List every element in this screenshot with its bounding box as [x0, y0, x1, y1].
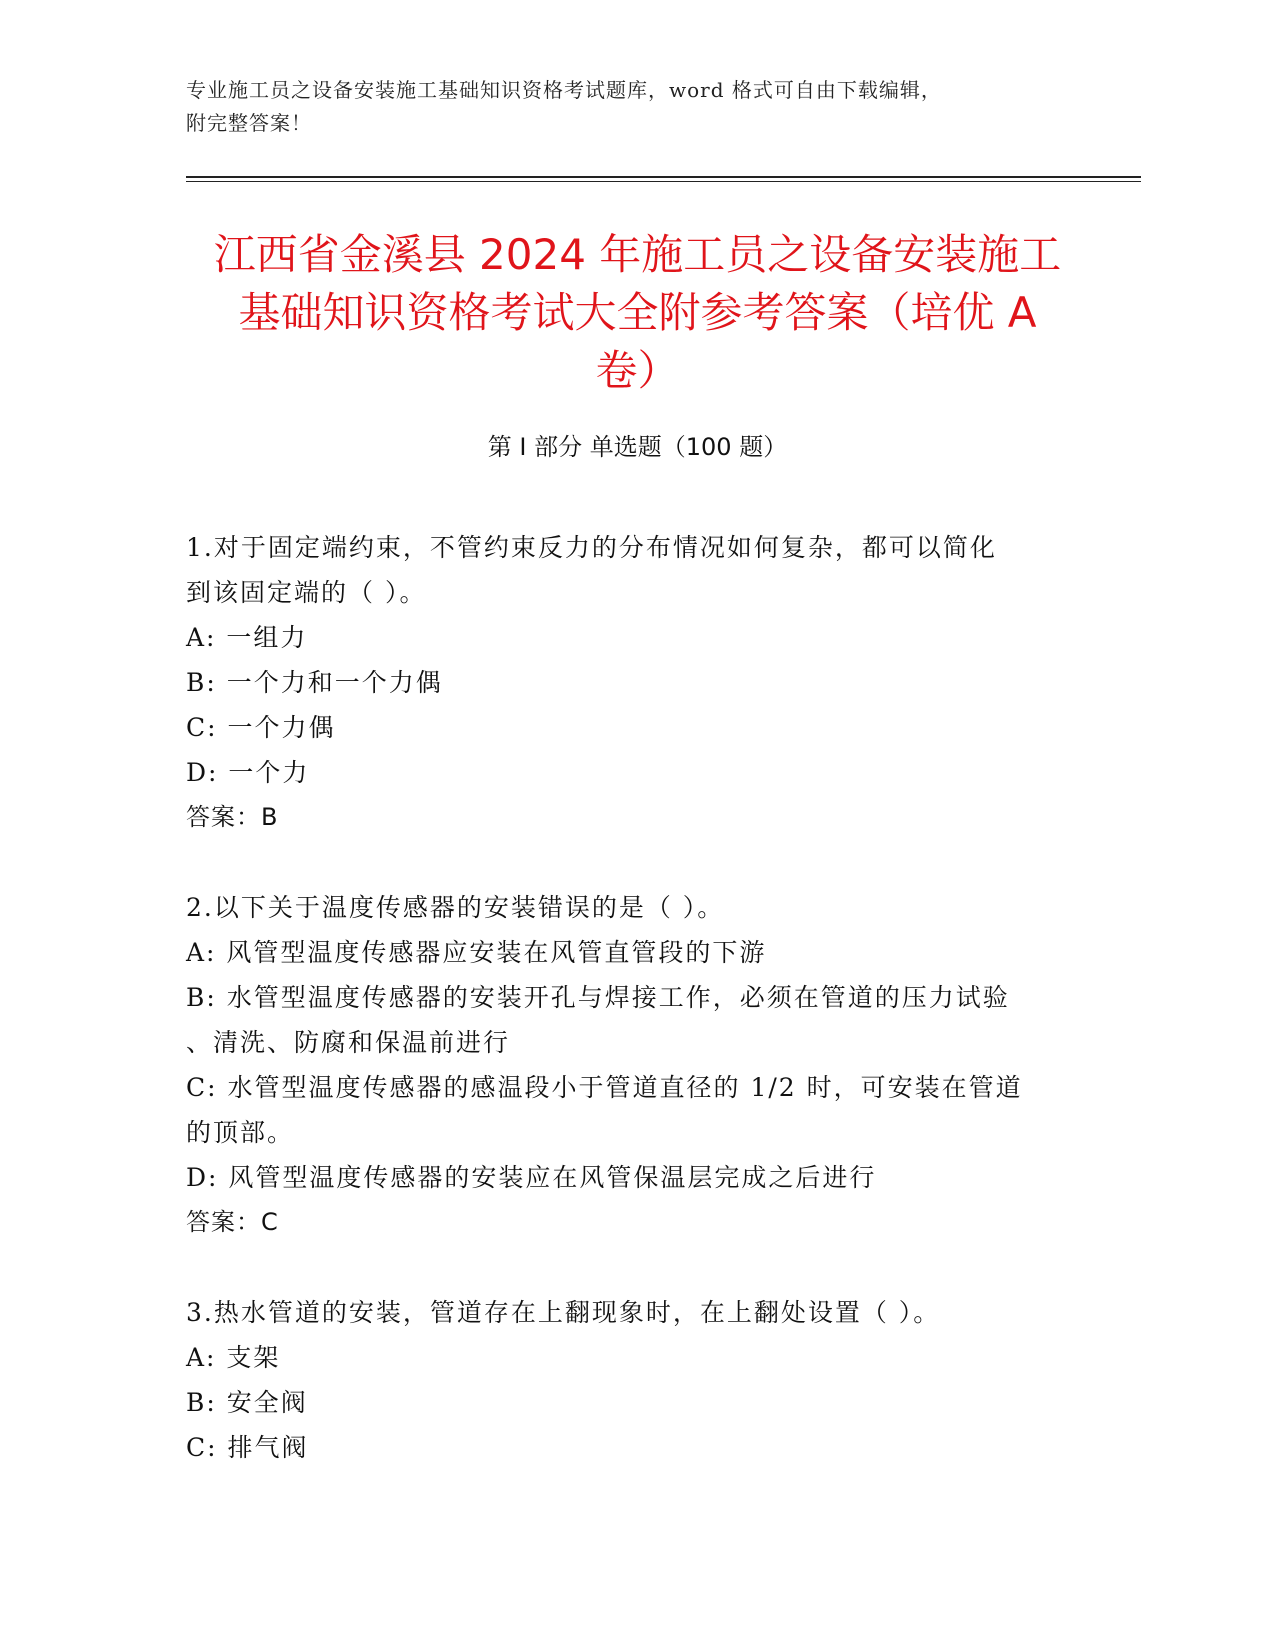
- answer-option: 的顶部。: [186, 1118, 295, 1147]
- answer-key: 答案：B: [186, 803, 279, 831]
- answer-option: A: 风管型温度传感器应安装在风管直管段的下游: [186, 938, 767, 967]
- title-line: 基础知识资格考试大全附参考答案（培优 A: [238, 288, 1037, 337]
- question-list: [186, 525, 1066, 1515]
- title-line: 卷）: [595, 346, 680, 395]
- header-note-line: 附完整答案！: [186, 111, 312, 135]
- answer-option: B: 水管型温度传感器的安装开孔与焊接工作，必须在管道的压力试验: [186, 983, 1010, 1012]
- question-stem: 1.对于固定端约束，不管约束反力的分布情况如何复杂，都可以简化: [186, 533, 997, 562]
- answer-option: C: 一个力偶: [186, 713, 336, 742]
- question-stem: 2.以下关于温度传感器的安装错误的是（ ）。: [186, 893, 725, 922]
- question-stem: 3.热水管道的安装，管道存在上翻现象时，在上翻处设置（ ）。: [186, 1298, 941, 1327]
- question-item: [186, 1290, 1066, 1470]
- section-heading: 第 I 部分 单选题（100 题）: [487, 433, 788, 461]
- answer-option: D: 一个力: [186, 758, 310, 787]
- answer-option: B: 一个力和一个力偶: [186, 668, 443, 697]
- answer-option: A: 支架: [186, 1343, 281, 1372]
- question-stem: 到该固定端的（ ）。: [186, 578, 427, 607]
- answer-option: D: 风管型温度传感器的安装应在风管保温层完成之后进行: [186, 1163, 877, 1192]
- document-title: [170, 226, 1105, 400]
- header-note: [186, 74, 1086, 140]
- question-item: [186, 885, 1066, 1245]
- answer-option: A: 一组力: [186, 623, 308, 652]
- answer-option: B: 安全阀: [186, 1388, 308, 1417]
- title-line: 江西省金溪县 2024 年施工员之设备安装施工: [213, 230, 1062, 279]
- header-note-line: 专业施工员之设备安装施工基础知识资格考试题库，word 格式可自由下载编辑，: [186, 78, 942, 102]
- answer-key: 答案：C: [186, 1208, 279, 1236]
- answer-option: C: 水管型温度传感器的感温段小于管道直径的 1/2 时，可安装在管道: [186, 1073, 1023, 1102]
- question-item: [186, 525, 1066, 840]
- header-divider-thin: [186, 181, 1141, 182]
- header-divider-thick: [186, 176, 1141, 178]
- answer-option: C: 排气阀: [186, 1433, 309, 1462]
- answer-option: 、清洗、防腐和保温前进行: [186, 1028, 511, 1057]
